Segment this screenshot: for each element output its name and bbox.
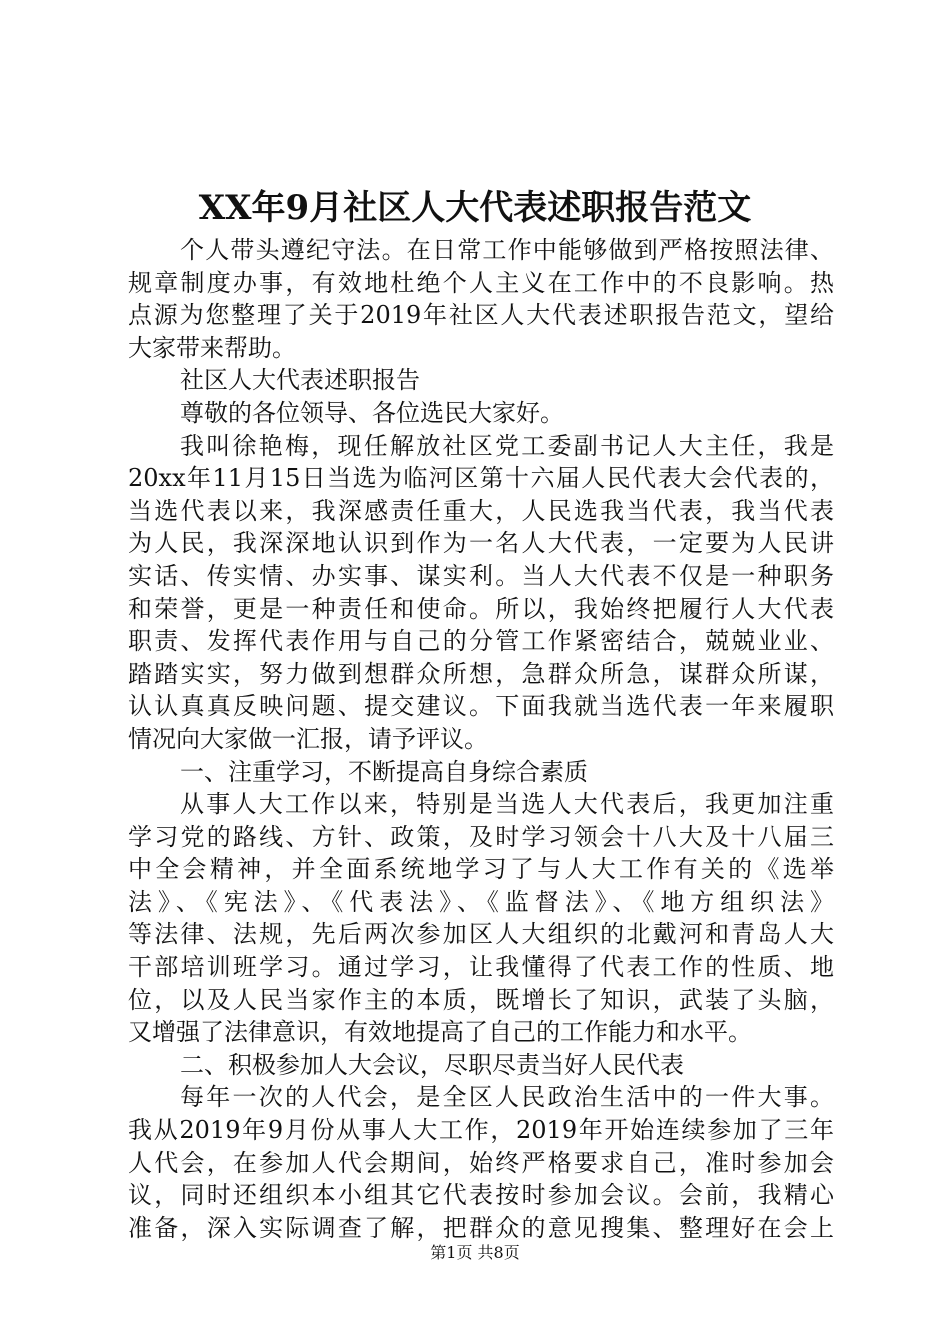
text-line: 位，以及人民当家作主的本质，既增长了知识，武装了头脑， [128,985,834,1014]
page-footer: 第1页 共8页 [430,1243,520,1262]
text-line: 当选代表以来，我深感责任重大，人民选我当代表，我当代表 [128,496,834,525]
text-line: 职责、发挥代表作用与自己的分管工作紧密结合，兢兢业业、 [128,627,834,656]
text-line: 为人民，我深深地认识到作为一名人大代表，一定要为人民讲 [128,529,834,558]
text-line: 点源为您整理了关于2019年社区人大代表述职报告范文，望给 [128,301,834,330]
text-line: 议，同时还组织本小组其它代表按时参加会议。会前，我精心 [128,1181,834,1210]
text-line: 干部培训班学习。通过学习，让我懂得了代表工作的性质、地 [128,953,834,982]
text-line: 学习党的路线、方针、政策，及时学习领会十八大及十八届三 [128,822,834,851]
text-line: 每年一次的人代会，是全区人民政治生活中的一件大事。 [180,1083,834,1112]
text-line: 准备，深入实际调查了解，把群众的意见搜集、整理好在会上 [128,1213,834,1242]
text-line: 和荣誉，更是一种责任和使命。所以，我始终把履行人大代表 [128,594,834,623]
text-line: 中全会精神，并全面系统地学习了与人大工作有关的《选举 [128,855,834,884]
text-line: 大家带来帮助。 [128,333,296,362]
text-line: 法》、《宪法》、《代表法》、《监督法》、《地方组织法》 [128,887,834,916]
text-line: 二、积极参加人大会议，尽职尽责当好人民代表 [180,1050,684,1079]
text-line: 人代会，在参加人代会期间，始终严格要求自己，准时参加会 [128,1148,834,1177]
text-line: 社区人大代表述职报告 [180,366,420,395]
text-line: 又增强了法律意识，有效地提高了自己的工作能力和水平。 [128,1018,752,1047]
text-line: 尊敬的各位领导、各位选民大家好。 [180,398,564,427]
text-line: 20xx年11月15日当选为临河区第十六届人民代表大会代表的， [128,464,834,493]
document-title: XX年9月社区人大代表述职报告范文 [198,188,752,228]
text-line: 个人带头遵纪守法。在日常工作中能够做到严格按照法律、 [180,236,834,264]
text-line: 实话、传实情、办实事、谋实利。当人大代表不仅是一种职务 [128,561,834,590]
text-line: 踏踏实实，努力做到想群众所想，急群众所急，谋群众所谋， [128,659,834,688]
text-line: 我叫徐艳梅，现任解放社区党工委副书记人大主任，我是 [180,431,834,460]
text-line: 从事人大工作以来，特别是当选人大代表后，我更加注重 [180,790,834,819]
text-line: 一、注重学习，不断提高自身综合素质 [180,757,588,786]
text-line: 我从2019年9月份从事人大工作，2019年开始连续参加了三年 [128,1116,834,1145]
text-line: 规章制度办事，有效地杜绝个人主义在工作中的不良影响。热 [128,268,834,297]
document-body [128,234,834,1244]
text-line: 情况向大家做一汇报，请予评议。 [128,724,488,753]
text-line: 等法律、法规，先后两次参加区人大组织的北戴河和青岛人大 [128,920,834,949]
text-line: 认认真真反映问题、提交建议。下面我就当选代表一年来履职 [128,692,834,721]
